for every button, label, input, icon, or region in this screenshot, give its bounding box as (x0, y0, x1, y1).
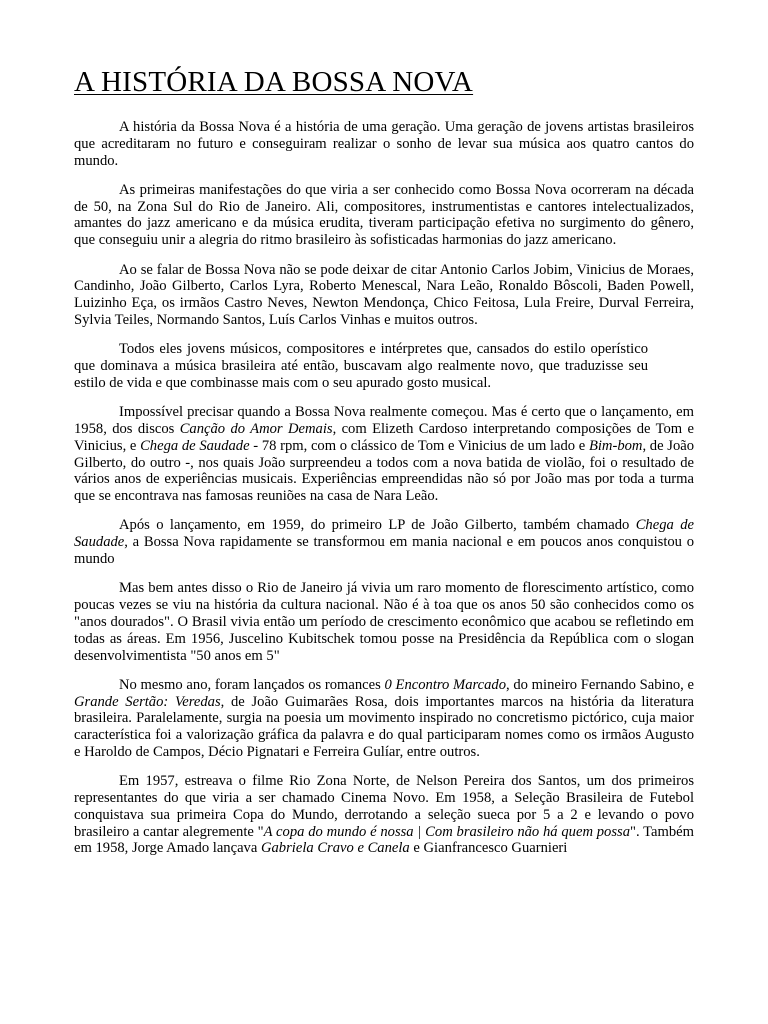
italic-title-run: Chega de Saudade (74, 517, 694, 551)
italic-title-run: Bim-bom (588, 437, 643, 454)
italic-title-run: Canção do Amor Demais (179, 420, 333, 437)
text-run: , de João Guimarães Rosa, dois importantes marcos na história da literatura brasileira. Paralelamente, surgia na poesia um movimento inspirado no concretismo pictórico, cuja maior característica foi a valorização gráfica da palavra e do qual participaram nomes como os irmãos Augusto e Haroldo de Campos, Décio Pignatari e Ferreira Gulíar, entre outros. (74, 693, 694, 760)
paragraph-artists (74, 262, 694, 329)
text-run: , a Bossa Nova rapidamente se transformou em mania nacional e em poucos anos conquistou o mundo (74, 534, 694, 568)
paragraph-cinema-football (74, 773, 694, 857)
text-run: Impossível precisar quando a Bossa Nova realmente começou. Mas é certo que o lançamento, em 1958, dos discos (74, 404, 694, 437)
text-run: , do mineiro Fernando Sabino, e (506, 676, 694, 693)
italic-title-run: 0 Encontro Marcado (384, 676, 506, 693)
paragraph-literature (74, 677, 694, 761)
text-run: - 78 rpm, com o clássico de Tom e Vinicius de um lado e (249, 437, 589, 454)
document-page (74, 66, 695, 857)
text-run: , de João Gilberto, do outro -, nos quais João surpreendeu a todos com a nova batida de violão, foi o resultado de vários anos de experiências musicais. Experiências empreendidas não só por João mas por toda a turma que se encontrava nas famosas reuniões na casa de Nara Leão. (74, 437, 695, 505)
text-run: ". Também em 1958, Jorge Amado lançava (74, 823, 694, 857)
paragraph-beginning (74, 404, 694, 505)
paragraph-intro (74, 119, 694, 169)
text-run: e Gianfrancesco Guarnieri (409, 840, 568, 857)
text-run: Após o lançamento, em 1959, do primeiro LP de João Gilberto, também chamado (119, 517, 636, 534)
text-run: , com Elizeth Cardoso interpretando composições de Tom e Vinicius, e (74, 420, 694, 454)
text-run: Todos eles jovens músicos, compositores e intérpretes que, cansados do estilo operístico que dominava a música brasileira até então, buscavam algo realmente novo, que traduzisse seu estilo de vida e que combinasse mais com o seu apurado gosto musical. (74, 341, 648, 391)
italic-title-run: Chega de Saudade (140, 437, 250, 454)
text-run: Mas bem antes disso o Rio de Janeiro já vivia um raro momento de florescimento artístico, como poucas vezes se viu na história da cultura nacional. Não é à toa que os anos 50 são conhecidos como os "anos dourados". O Brasil vivia então um período de crescimento econômico que acabou se refletindo em todas as áreas. Em 1956, Juscelino Kubitschek tomou posse na Presidência da República com o slogan desenvolvimentista "50 anos em 5" (74, 580, 694, 664)
italic-title-run: A copa do mundo é nossa | Com brasileiro não há quem possa (263, 823, 631, 840)
text-run: Em 1957, estreava o filme Rio Zona Norte, de Nelson Pereira dos Santos, um dos primeiros representantes do que viria a ser chamado Cinema Novo. Em 1958, a Seleção Brasileira de Futebol conquistava sua primeira Copa do Mundo, derrotando a seleção sueca por 5 a 2 e levando o povo brasileiro a cantar alegremente " (74, 773, 694, 840)
text-run: As primeiras manifestações do que viria a ser conhecido como Bossa Nova ocorreram na década de 50, na Zona Sul do Rio de Janeiro. Ali, compositores, instrumentistas e cantores intelectualizados, amantes do jazz americano e da música erudita, tiveram participação efetiva no surgimento do gênero, que conseguiu unir a alegria do ritmo brasileiro às sofisticadas harmonias do jazz americano. (74, 181, 694, 249)
text-run: Ao se falar de Bossa Nova não se pode deixar de citar Antonio Carlos Jobim, Vinicius de Moraes, Candinho, João Gilberto, Carlos Lyra, Roberto Menescal, Nara Leão, Ronaldo Bôscoli, Baden Powell, Luizinho Eça, os irmãos Castro Neves, Newton Mendonça, Chico Feitosa, Lula Freire, Durval Ferreira, Sylvia Teiles, Normando Santos, Luís Carlos Vinhas e muitos outros. (74, 261, 694, 328)
text-run: A história da Bossa Nova é a história de uma geração. Uma geração de jovens artistas brasileiros que acreditaram no futuro e conseguiram realizar o sonho de levar sua música aos quatro cantos do mundo. (74, 119, 694, 169)
paragraph-first-lp (74, 517, 694, 567)
text-run: No mesmo ano, foram lançados os romances (119, 676, 385, 693)
paragraph-young-musicians (74, 341, 648, 391)
paragraph-golden-years (74, 580, 694, 664)
italic-title-run: Gabriela Cravo e Canela (260, 840, 410, 857)
document-title: A HISTÓRIA DA BOSSA NOVA (74, 66, 474, 98)
italic-title-run: Grande Sertão: Veredas (74, 693, 221, 710)
paragraph-origins (74, 182, 694, 249)
